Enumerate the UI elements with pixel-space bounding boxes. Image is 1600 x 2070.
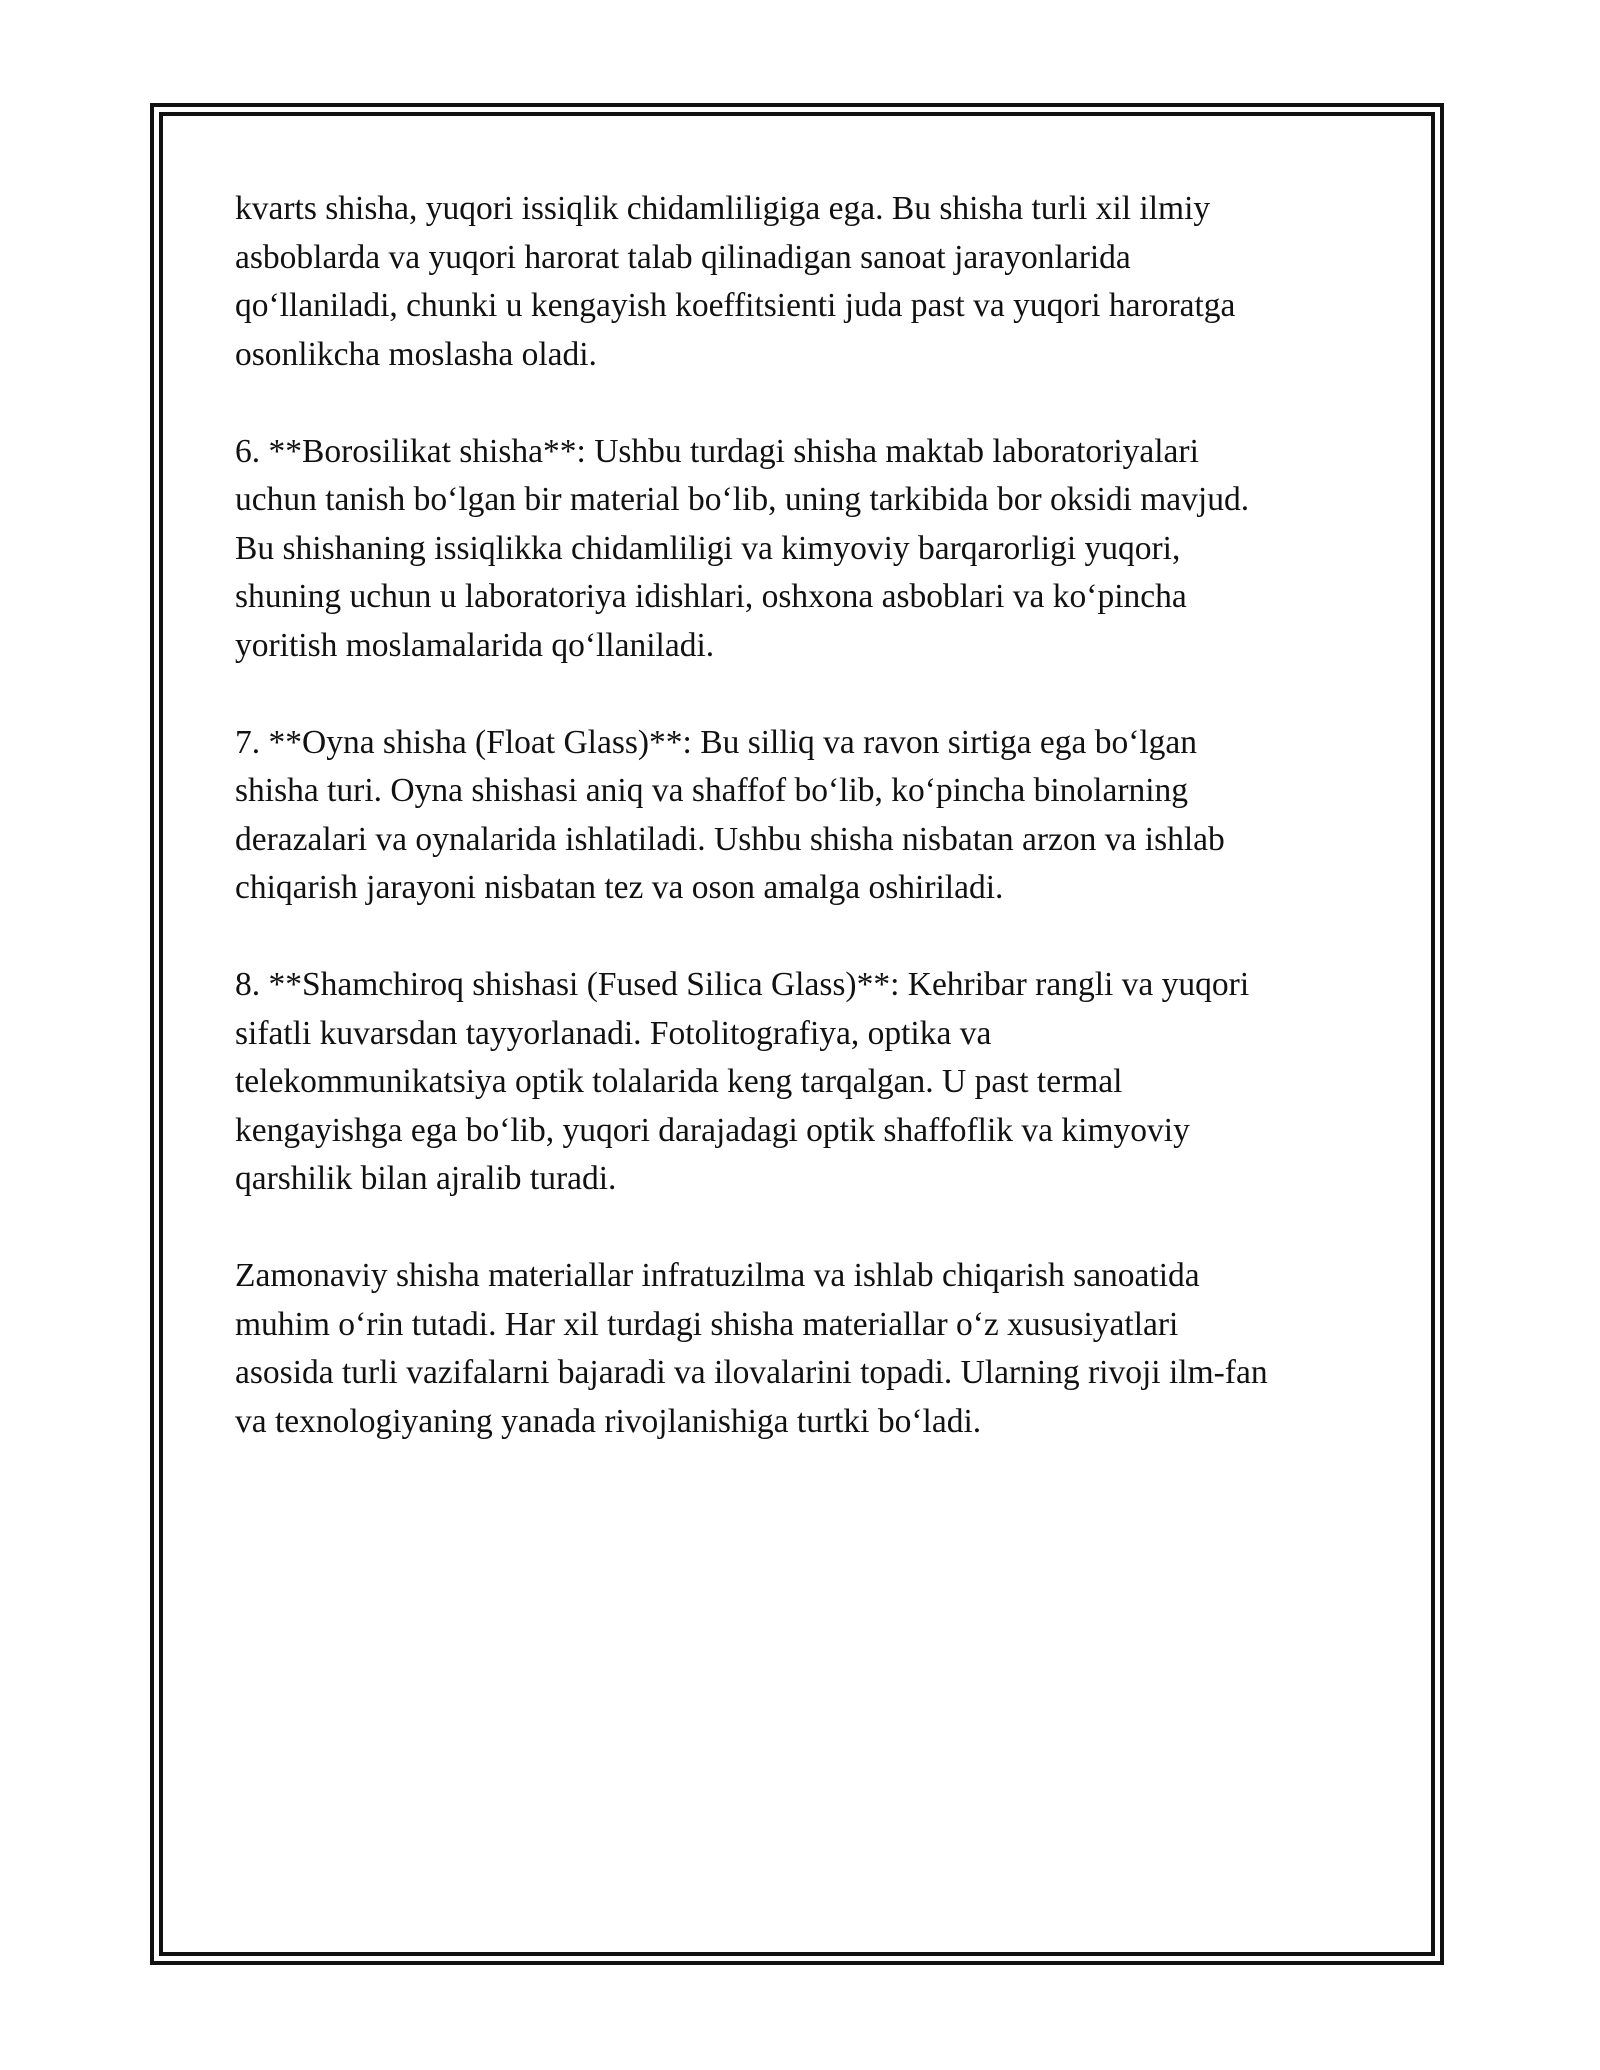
paragraph-float-glass: 7. **Oyna shisha (Float Glass)**: Bu silliq va ravon sirtiga ega bo‘lgan shisha turi. Oyna shishasi aniq va shaffof bo‘lib, ko‘pincha binolarning derazalari va oynalarida ishlatiladi. Ushbu shisha nisbatan arzon va ishlab chiqarish jarayoni nisbatan tez va oson amalga oshiriladi. xyxy=(235,723,1225,906)
paragraph-fused-silica-glass: 8. **Shamchiroq shishasi (Fused Silica Glass)**: Kehribar rangli va yuqori sifatli kuvarsdan tayyorlanadi. Fotolitografiya, optika va telekommunikatsiya optik tolalarida keng tarqalgan. U past termal kengayishga ega bo‘lib, yuqori darajadagi optik shaffoflik va kimyoviy qarshilik bilan ajralib turadi. xyxy=(235,966,1250,1197)
document-body xyxy=(235,185,1375,1495)
paragraph-conclusion: Zamonaviy shisha materiallar infratuzilma va ishlab chiqarish sanoatida muhim o‘rin tutadi. Har xil turdagi shisha materiallar o‘z xususiyatlari asosida turli vazifalarni bajaradi va ilovalarini topadi. Ularning rivoji ilm-fan va texnologiyaning yanada rivojlanishiga turtki bo‘ladi. xyxy=(235,1257,1268,1440)
paragraph-borosilicate-glass: 6. **Borosilikat shisha**: Ushbu turdagi shisha maktab laboratoriyalari uchun tanish bo‘lgan bir material bo‘lib, uning tarkibida bor oksidi mavjud. Bu shishaning issiqlikka chidamliligi va kimyoviy barqarorligi yuqori, shuning uchun u laboratoriya idishlari, oshxona asboblari va ko‘pincha yoritish moslamalarida qo‘llaniladi. xyxy=(235,432,1250,664)
paragraph-quartz-glass: kvarts shisha, yuqori issiqlik chidamliligiga ega. Bu shisha turli xil ilmiy asboblarda va yuqori harorat talab qilinadigan sanoat jarayonlarida qo‘llaniladi, chunki u kengayish koeffitsienti juda past va yuqori haroratga osonlikcha moslasha oladi. xyxy=(235,190,1236,373)
